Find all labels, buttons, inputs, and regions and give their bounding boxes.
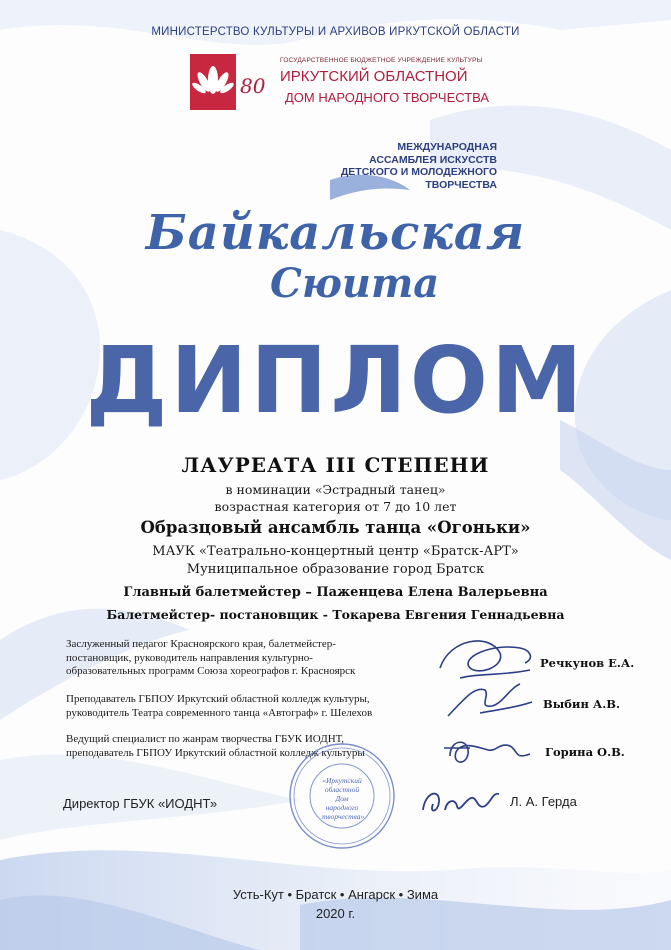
flower-logo-icon (190, 54, 236, 110)
org-type: ГОСУДАРСТВЕННОЕ БЮДЖЕТНОЕ УЧРЕЖДЕНИЕ КУЛЬТУРЫ (280, 57, 483, 64)
seal-text-line: Дом народного (325, 794, 359, 812)
jury-3-title-line: Ведущий специалист по жанрам творчества ГБУК ИОДНТ, (66, 733, 345, 745)
anniversary-number: 80 (240, 74, 266, 98)
seal-text-line: «Иркутский (322, 776, 362, 785)
ensemble-name: Образцовый ансамбль танца «Огоньки» (140, 518, 531, 537)
festival-title-line2: Сюита (270, 260, 440, 307)
chief-choreographer: Главный балетмейстер – Паженцева Елена Валерьевна (123, 585, 548, 600)
signature-2-icon (440, 678, 540, 723)
seal-text (322, 776, 365, 821)
jury-2-title-line: руководитель Театра современного танца «Автограф» г. Шелехов (66, 706, 373, 719)
jury-1-title-line: постановщик, руководитель направления культурно- (66, 651, 313, 664)
jury-member-1-name: Речкунов Е.А. (540, 656, 635, 670)
festival-subtitle-line3: ДЕТСКОГО И МОЛОДЕЖНОГО (340, 166, 497, 178)
diploma-degree: ЛАУРЕАТА III СТЕПЕНИ (181, 453, 490, 477)
festival-subtitle (237, 141, 497, 191)
org-name-line1: ИРКУТСКИЙ ОБЛАСТНОЙ (280, 68, 468, 85)
festival-subtitle-line2: АССАМБЛЕЯ ИСКУССТВ (369, 153, 497, 166)
footer-cities: Усть-Кут • Братск • Ангарск • Зима (232, 887, 439, 902)
diploma-title: ДИПЛОМ (85, 327, 586, 434)
jury-1-title-line: образовательных программ Союза хореографов г. Красноярск (66, 665, 356, 677)
jury-member-3-name: Горина О.В. (545, 745, 625, 759)
jury-1-title-line: Заслуженный педагог Красноярского края, балетмейстер- (66, 638, 336, 650)
nomination: в номинации «Эстрадный танец» (225, 482, 446, 497)
festival-subtitle-line1: МЕЖДУНАРОДНАЯ (397, 141, 497, 153)
choreographer: Балетмейстер- постановщик - Токарева Евгения Геннадьевна (106, 607, 565, 622)
jury-member-2-name: Выбин А.В. (543, 697, 620, 711)
jury-3-title-line: преподаватель ГБПОУ Иркутский областной колледж культуры (66, 746, 365, 759)
ministry-title: МИНИСТЕРСТВО КУЛЬТУРЫ И АРХИВОВ ИРКУТСКОЙ ОБЛАСТИ (151, 26, 520, 38)
age-category: возрастная категория от 7 до 10 лет (214, 499, 457, 514)
jury-member-2-title (66, 693, 446, 720)
seal-text-line: областной (324, 785, 360, 794)
director-name: Л. А. Герда (510, 794, 577, 809)
director-title: Директор ГБУК «ИОДНТ» (63, 796, 218, 811)
festival-title-line1: Байкальская (145, 205, 526, 261)
org-name-line2: ДОМ НАРОДНОГО ТВОРЧЕСТВА (285, 90, 490, 105)
festival-subtitle-line4: ТВОРЧЕСТВА (425, 178, 497, 191)
jury-2-title-line: Преподаватель ГБПОУ Иркутский областной колледж культуры, (66, 693, 370, 705)
jury-member-1-title (66, 638, 426, 679)
seal-text-line: творчества» (322, 812, 365, 821)
signature-3-icon (440, 728, 540, 776)
institution: МАУК «Театрально-концертный центр «Братск-АРТ» (152, 544, 519, 559)
footer-year: 2020 г. (315, 906, 356, 921)
municipality: Муниципальное образование город Братск (186, 562, 485, 577)
signature-director-icon (415, 780, 505, 825)
